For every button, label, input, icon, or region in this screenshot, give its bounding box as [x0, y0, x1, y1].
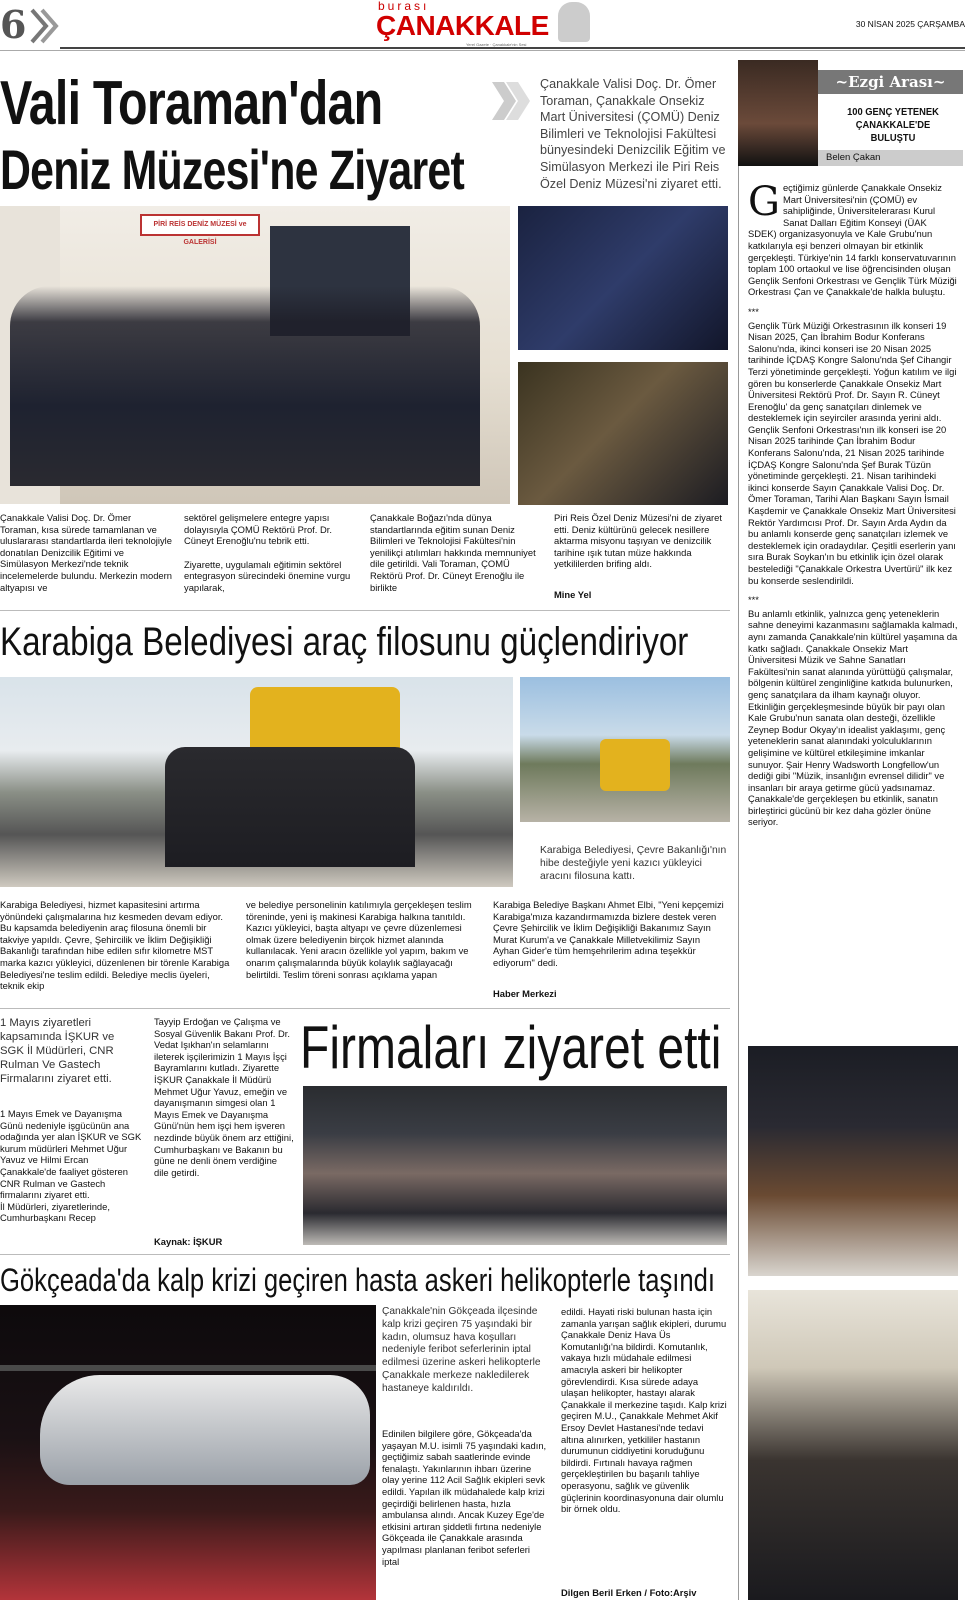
article4-helicopter-photo — [0, 1305, 376, 1600]
museum-sign: PİRİ REİS DENİZ MÜZESİ ve GALERİSİ — [140, 214, 260, 236]
divider — [0, 1254, 730, 1255]
article1-col4: Piri Reis Özel Deniz Müzesi'ni de ziyaret etti. Deniz kültürünü gelecek nesillere aktarma misyonu taşıyan ve denizcilik tarihine ışık tutan müze hakkında yetkililerden brifing aldı. — [554, 512, 722, 570]
logo-portrait-mark — [558, 2, 590, 42]
article4-col2: edildi. Hayati riski bulunan hasta için zamanla yarışan sağlık ekipleri, durumu Çanakkale Deniz Hava Üs Komutanlığı'na bildirdi. Komutanlık, vakaya hızlı müdahale edilmesi amacıyla askeri bir helikopter görevlendirdi. Kısa sürede adaya ulaşan helikopter, hastayı alarak Çanakkale il merkezine taşıdı. Kalp krizi geçiren M.U., Çanakkale Mehmet Akif Ersoy Devlet Hastanesi'nde tedavi altına alınırken, yetkililer hastanın durumunun ciddiyetini koruduğunu bildirdi. Fırtınalı havaya rağmen gerçekleştirilen bu başarılı tahliye operasyonu, sağlık ve güvenlik güçlerinin koordinasyonuna dair olumlu bir örnek oldu. — [561, 1306, 727, 1515]
issue-date: 30 NİSAN 2025 ÇARŞAMBA — [855, 19, 965, 29]
sidebar-p3: Bu anlamlı etkinlik, yalnızca genç yeteneklerin sahne deneyimi kazanmasını sağlamakla kalmadı, aynı zamanda Çanakkale'nin kültürel yaşamına da katkı sağladı. Çanakkale Onsekiz Mart Üniversitesi Müzik ve Sahne Sanatları Fakültesi'nin sanat alanında yürüttüğü çalışmalar, bölgenin kültürel zenginliğine katkıda bulunurken, genç sanatçılara da ilham kaynağı oluyor. Etkinliğin gerçekleşmesinde büyük bir payı olan Kale Grubu'nun sanata olan desteği, özellikle Zeynep Bodur Okyay'ın idealist yaklaşımı, genç yeteneklerin sanat alanındaki yolculuklarının gelişimine ve kültürel etkileşimine imkanlar sunuyor. Şair Henry Wadsworth Longfellow'un dediği gibi "Müzik, insanlığın evrensel dilidir" ve insanları bir araya getirme gücü yadsınamaz. Çanakkale'de gerçekleşen bu etkinlik, sanatın birleştirici gücünü bir kez daha gözler önüne seriyor. — [748, 607, 958, 828]
article1-photo-museum — [518, 362, 728, 505]
page-number: 6 — [0, 2, 27, 47]
article3-col1-p1: 1 Mayıs Emek ve Dayanışma Günü nedeniyle işgücünün ana odağında yer alan İŞKUR ve SGK kurum müdürleri Mehmet Uğur Yavuz ve Hilmi Ercan Çanakkale'de faaliyet gösteren CNR Rulman ve Gastech firmalarını ziyaret etti. — [0, 1108, 142, 1201]
article1-col2 — [184, 512, 356, 602]
article2-main-photo — [0, 677, 513, 887]
article3-lead: 1 Mayıs ziyaretleri kapsamında İŞKUR ve SGK İl Müdürleri, CNR Rulman Ve Gastech Firmalarını ziyaret etti. — [0, 1017, 115, 1085]
article2-headline: Karabiga Belediyesi araç filosunu güçlendiriyor — [0, 620, 689, 664]
logo-main-text: ÇANAKKALE — [376, 10, 549, 41]
article1-col2-p2: Ziyarette, uygulamalı eğitimin sektörel entegrasyon sürecindeki önemine vurgu yapılarak, — [184, 558, 351, 593]
article3-group-photo — [303, 1086, 727, 1245]
article4-signature: Dilgen Beril Erken / Foto:Arşiv — [561, 1587, 697, 1598]
sidebar-author: Belen Çakan — [818, 150, 963, 166]
drop-cap: G — [748, 179, 780, 225]
sidebar-photo-orchestra-1 — [748, 1046, 958, 1276]
article3-headline: Firmaları ziyaret etti — [300, 1014, 722, 1081]
article1-headline-line2: Deniz Müzesi'ne Ziyaret — [0, 138, 464, 201]
article1-col3: Çanakkale Boğazı'nda dünya standartlarında eğitim sunan Deniz Bilimleri ve Teknolojisi Fakültesi'nin yenilikçi atılımları hakkında memnuniyet dile getirildi. Vali Toraman, ÇOMÜ Rektörü Prof. Dr. Cüneyt Erenoğlu ile birlikte — [370, 512, 536, 593]
sidebar-photo-orchestra-2 — [748, 1290, 958, 1600]
header-rule-thin — [0, 50, 965, 51]
sidebar-p2: Gençlik Türk Müziği Orkestrasının ilk konseri 19 Nisan 2025, Çan İbrahim Bodur Konferans Salonu'nda, ikinci konseri ise 20 Nisan 2025 tarihinde İÇDAŞ Kongre Salonu'nda Şef Cihangir Terzi yönetiminde gerçekleşti. Yoğun katılım ve ilgi gören bu konserlerde Çanakkale Onsekiz Mart Üniversitesi Rektörü Prof. Dr. Sayın R. Cüneyt Erenoğlu' da genç sanatçıları dinlemek ve desteklemek için seyirciler arasında yerini aldı. Gençlik Senfoni Orkestrası'nın ilk konseri ise 20 Nisan 2025 tarihinde Çan İbrahim Bodur Konferans Salonu'nda, 21 Nisan 2025 tarihinde İÇDAŞ Kongre Salonu'nda Şef Burak Tüzün yönetiminde gerçekleşti. 21. Nisan tarihindeki ikinci konserde Sayın Çanakkale Valisi Doç. Dr. Ömer Toraman, Tarihi Alan Başkanı Sayın İsmail Kaşdemir ve Çanakkale Onsekiz Mart Üniversitesi Rektör Yardımcısı Prof. Dr. Sayın Arda Aydın da bu anlamlı konserde genç sanatçıları izlemek ve desteklemek için oradaydılar. Çeşitli eserlerin yanı sıra Burak Soykan'ın bu etkinlik için özel olarak bestelediği "Çanakkale Orkestra Uvertürü" ilk kez bu konserde seslendirildi. — [748, 319, 957, 586]
article1-col2-p1: sektörel gelişmelere entegre yapısı dolayısıyla ÇOMÜ Rektörü Prof. Dr. Cüneyt Erenoğlu'nu tebrik etti. — [184, 512, 332, 547]
logo-tagline: Yerel Gazete · Çanakkale'nin Sesi — [466, 42, 527, 47]
article2-col2: ve belediye personelinin katılımıyla gerçekleşen teslim töreninde, yeni iş makinesi Karabiga halkına tanıtıldı. Kazıcı yükleyici, başta altyapı ve çevre düzenlemesi olmak üzere belediyenin birçok hizmet alanında kullanılacak. Yeni aracın özellikle yol yapım, bakım ve onarım çalışmalarında büyük kolaylık sağlayacağı belirtildi. Teslim töreni sonrası açıklama yapan — [246, 899, 472, 980]
sidebar-body — [748, 179, 958, 1022]
article4-lead: Çanakkale'nin Gökçeada ilçesinde kalp krizi geçiren 75 yaşındaki bir kadın, olumsuz hava koşulları nedeniyle feribot seferlerinin iptal edilmesi üzerine askeri helikopterle Çanakkale merkeze nakledilerek hastaneye kaldırıldı. — [382, 1306, 541, 1394]
sidebar-stars-1: *** — [748, 305, 759, 317]
article1-headline-line1: Vali Toraman'dan — [0, 69, 383, 138]
sidebar-subtitle: 100 GENÇ YETENEK ÇANAKKALE'DE BULUŞTU — [847, 107, 939, 144]
article3-col2: Tayyip Erdoğan ve Çalışma ve Sosyal Güvenlik Bakanı Prof. Dr. Vedat Işıkhan'ın selamlarını ileterek işçilerimizin 1 Mayıs İşçi Bayramlarını kutladı. Ziyarette İŞKUR Çanakkale İl Müdürü Mehmet Uğur Yavuz, emeğin ve dayanışmanın simgesi olan 1 Mayıs Emek ve Dayanışma Günü'nün hem işçi hem işveren nezdinde büyük önem arz ettiğini, Cumhurbaşkanı ve Bakanın bu güne ne denli önem verdiğine dile getirdi. — [154, 1016, 294, 1178]
chevron-right-icon — [490, 78, 532, 124]
author-portrait — [738, 60, 818, 166]
divider — [0, 1008, 730, 1009]
article4-col1: Edinilen bilgilere göre, Gökçeada'da yaşayan M.U. isimli 75 yaşındaki kadın, geçtiğimiz sabah saatlerinde evinde fenalaştı. Yakınlarının ihbarı üzerine olay yerine 112 Acil Sağlık ekipleri sevk edildi. Yapılan ilk müdahalede kalp krizi geçirdiği belirlenen hasta, hızla ambulansa alındı. Ancak Kuzey Ege'de etkisini artıran şiddetli fırtına nedeniyle Gökçeada ile Çanakkale arasında yapılması planlanan feribot seferleri iptal — [382, 1428, 547, 1567]
sidebar-stars-2: *** — [748, 594, 759, 606]
article4-headline: Gökçeada'da kalp krizi geçiren hasta askeri helikopterle taşındı — [0, 1262, 715, 1298]
article1-main-photo — [0, 206, 510, 504]
article2-col3: Karabiga Belediye Başkanı Ahmet Elbi, "Yeni kepçemizi Karabiga'mıza kazandırmamızda bizlere destek veren Çevre Şehircilik ve İklim Değişikliği Bakanımız Sayın Murat Kurum'a ve Çanakkale Milletvekilimiz Sayın Ayhan Gider'e tüm hemşehrilerim adına teşekkür ediyorum" dedi. — [493, 899, 724, 968]
logo-small-text: burası — [378, 0, 430, 13]
article3-col1-p2: İl Müdürleri, ziyaretlerinde, Cumhurbaşkanı Recep — [0, 1200, 110, 1224]
sidebar-p1: eçtiğimiz günlerde Çanakkale Onsekiz Mart Üniversitesi'nin (ÇOMÜ) ev sahipliğinde, Üniversitelerarası Kurul Sanat Dalları Eğitim Konseyi (ÜAK SDEK) organizasyonuyla ve Kale Grubu'nun katkılarıyla eşi benzeri olmayan bir etkinlik gerçekleşti. Türkiye'nin 14 farklı konservatuvarının toplam 100 ortaokul ve lise öğrencisinden oluşan Gençlik Senfoni Orkestrası ve Gençlik Türk Müziği Orkestrası Çan ve Çanakkale'de halkla buluştu. — [748, 182, 957, 298]
article2-signature: Haber Merkezi — [493, 988, 557, 999]
sidebar-title: ~Ezgi Arası~ — [818, 70, 963, 94]
article2-photo-loader — [520, 677, 730, 822]
article1-photo-simulator — [518, 206, 728, 350]
double-chevron-icon — [28, 6, 60, 46]
divider — [0, 610, 730, 611]
article1-col1: Çanakkale Valisi Doç. Dr. Ömer Toraman, kısa sürede tamamlanan ve uluslararası standartlarda ileri teknolojiyle donatılan Denizcilik Eğitimi ve Simülasyon Merkezi'nde teknik incelemelerde bulundu. Merkezin modern altyapısı ve — [0, 512, 172, 593]
article2-col1: Karabiga Belediyesi, hizmet kapasitesini artırma yönündeki çalışmalarına hız kesmeden devam ediyor. Bu kapsamda belediyenin araç filosuna önemli bir takviye yapıldı. Çevre, Şehircilik ve İklim Değişikliği Bakanlığı tarafından hibe edilen sıfır kilometre MST marka kazıcı yükleyici, düzenlenen bir törenle Karabiga Belediyesi'ne teslim edildi. Belediye meclis üyeleri, teknik ekip — [0, 899, 230, 992]
article2-caption: Karabiga Belediyesi, Çevre Bakanlığı'nın hibe desteğiyle yeni kazıcı yükleyici aracını filosuna kattı. — [540, 845, 727, 882]
article3-col1 — [0, 1108, 142, 1238]
article1-signature: Mine Yel — [554, 589, 592, 600]
article1-lead: Çanakkale Valisi Doç. Dr. Ömer Toraman, Çanakkale Onsekiz Mart Üniversitesi (ÇOMÜ) Deniz Bilimleri ve Teknolojisi Fakültesi bünyesindeki Denizcilik Eğitim ve Simülasyon Merkezi ile Piri Reis Özel Deniz Müzesi'ni ziyaret etti. — [540, 77, 726, 191]
article3-signature: Kaynak: İŞKUR — [154, 1236, 223, 1247]
